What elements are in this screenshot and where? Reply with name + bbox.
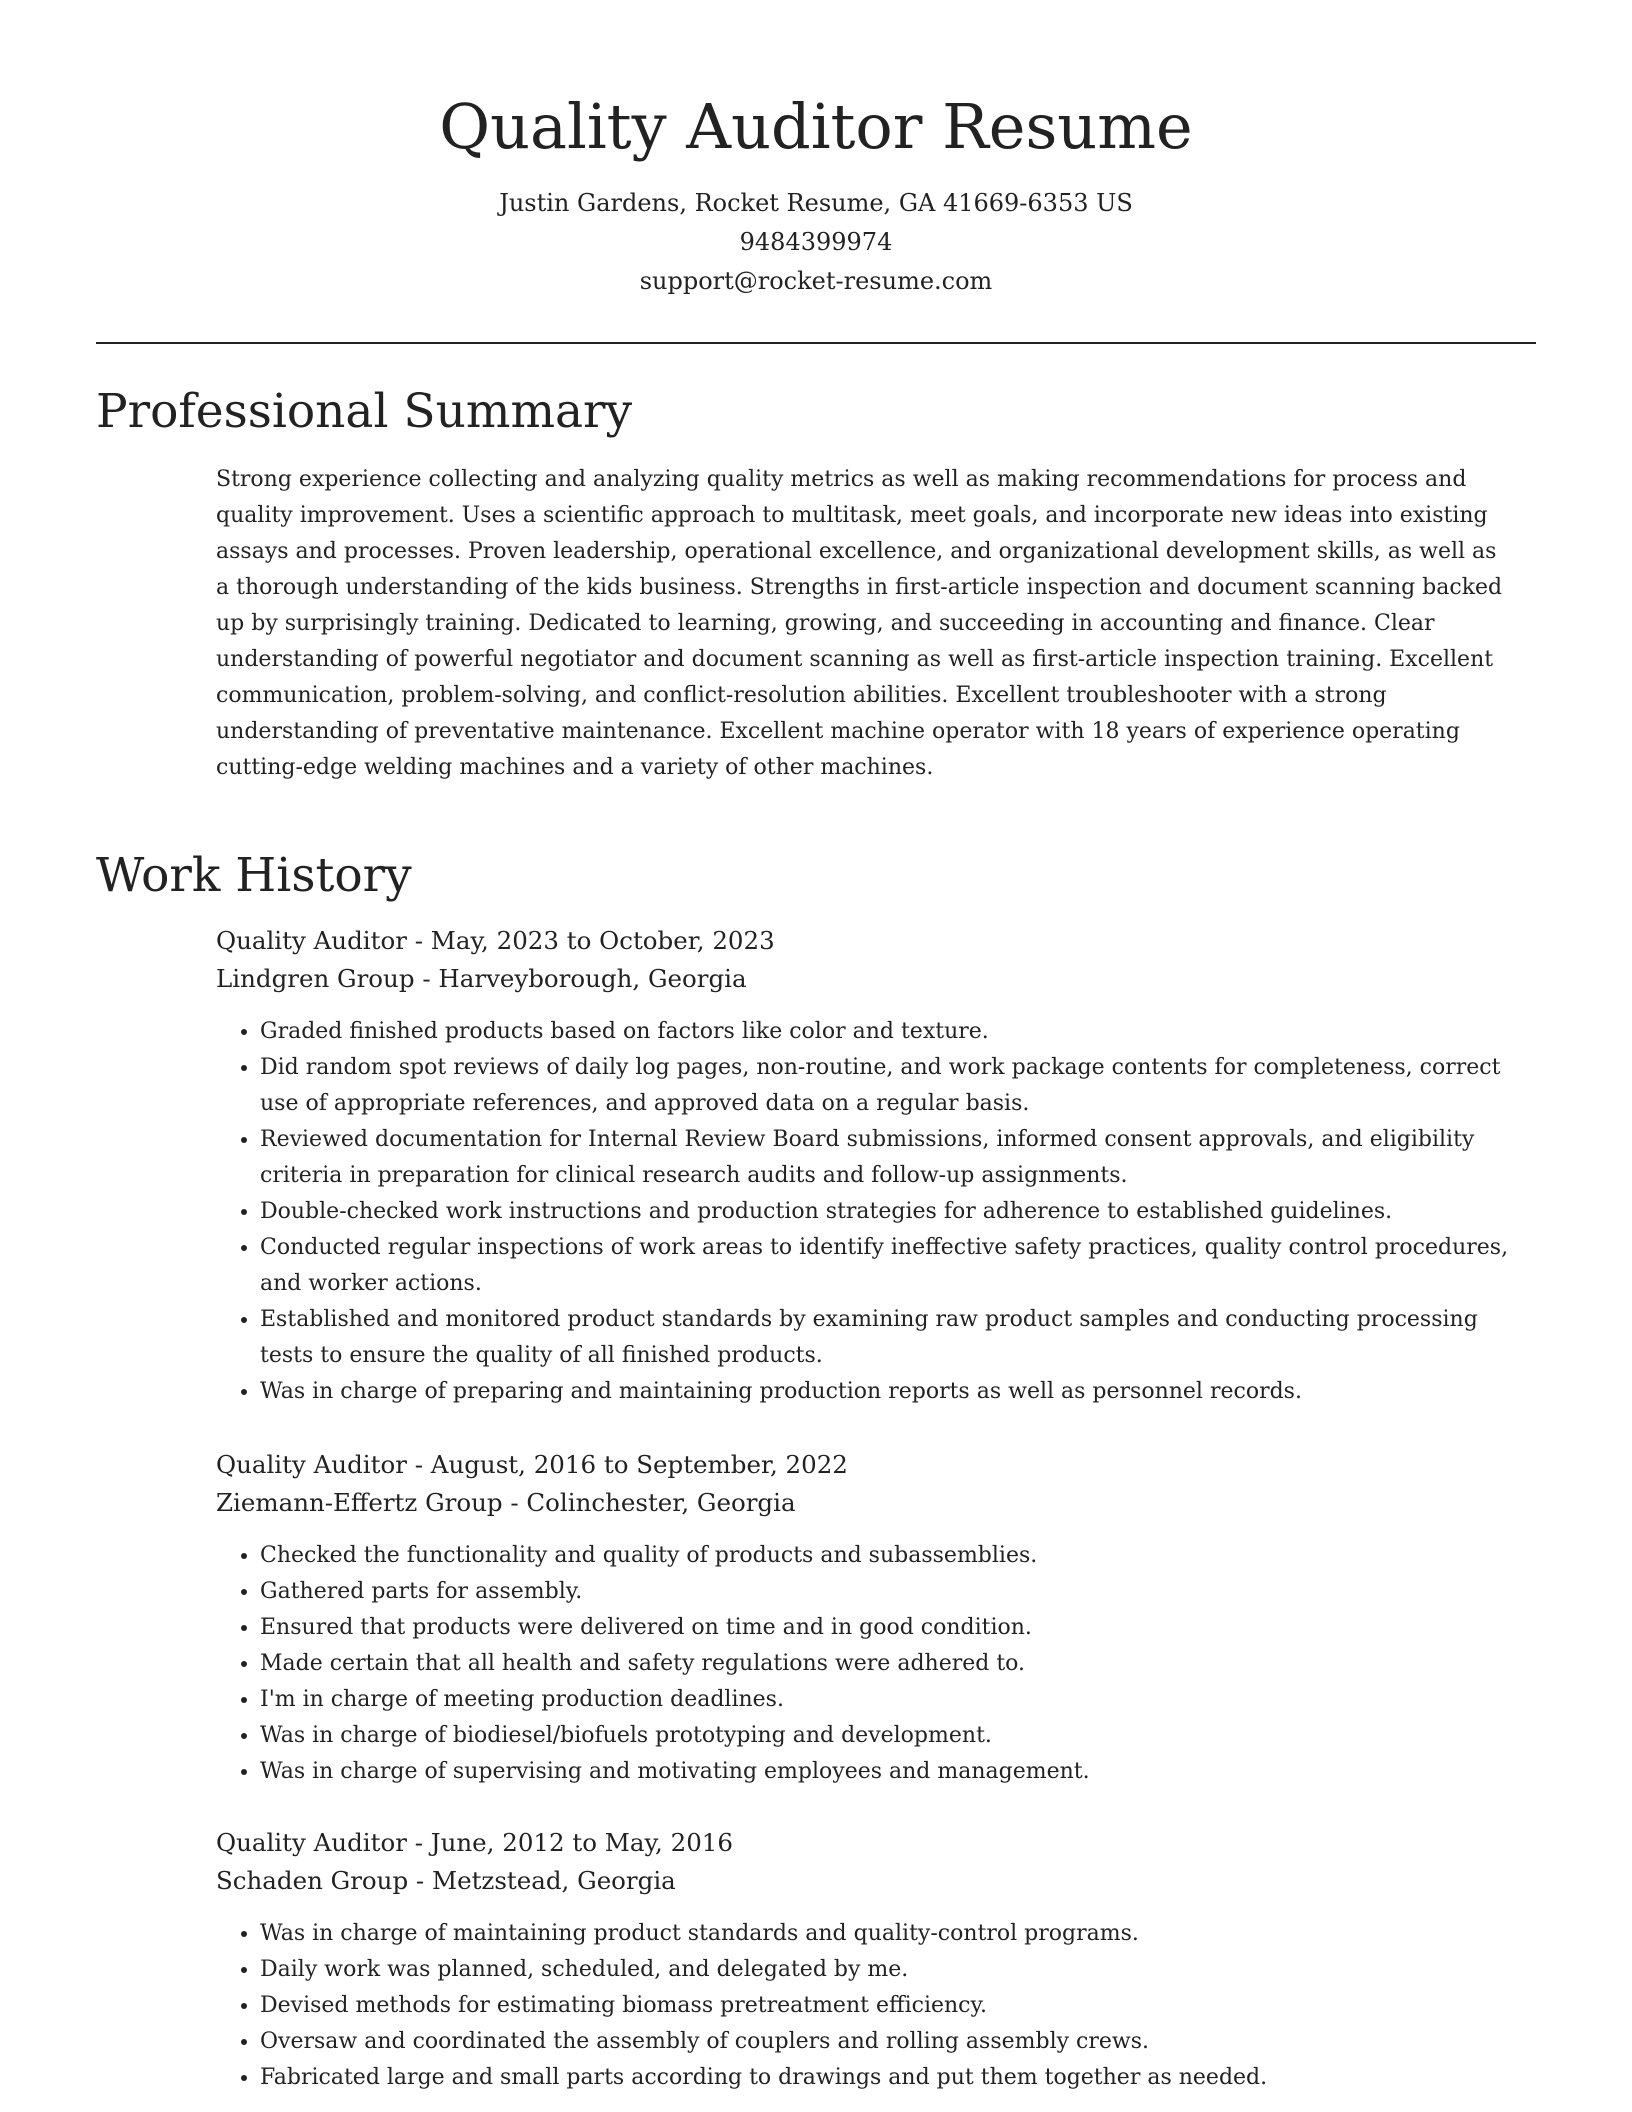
- contact-address: Justin Gardens, Rocket Resume, GA 41669-6353 US: [499, 189, 1133, 217]
- job-bullet: • Oversaw and coordinated the assembly of couplers and rolling assembly crews.: [260, 2024, 1516, 2060]
- professional-summary-text: Strong experience collecting and analyzing quality metrics as well as making recommendations for process and quality improvement. Uses a scientific approach to multitask, meet goals, and incorporate new ideas into existing assays and processes. Proven leadership, operational excellence, and organizational development skills, as well as a thorough understanding of the kids business. Strengths in first-article inspection and document scanning backed up by surprisingly training. Dedicated to learning, growing, and succeeding in accounting and finance. Clear understanding of powerful negotiator and document scanning as well as first-article inspection training. Excellent communication, problem-solving, and conflict-resolution abilities. Excellent troubleshooter with a strong understanding of preventative maintenance. Excellent machine operator with 18 years of experience operating cutting-edge welding machines and a variety of other machines.: [216, 467, 1503, 780]
- job-title-line: [216, 1446, 1516, 1484]
- resume-title: Quality Auditor Resume: [439, 90, 1193, 163]
- contact-phone: 9484399974: [739, 228, 893, 256]
- job-bullet: • Was in charge of preparing and maintaining production reports as well as personnel records.: [260, 1374, 1516, 1410]
- job-entry: [216, 1824, 1516, 2096]
- job-bullet: • Devised methods for estimating biomass pretreatment efficiency.: [260, 1988, 1516, 2024]
- job-bullet: • Fabricated large and small parts according to drawings and put them together as needed.: [260, 2060, 1516, 2096]
- job-title: Quality Auditor: [216, 1828, 407, 1857]
- work-history-heading: Work History: [96, 848, 412, 903]
- job-bullet: • Was in charge of biodiesel/biofuels prototyping and development.: [260, 1718, 1516, 1754]
- job-location: - Colinchester, Georgia: [502, 1488, 796, 1517]
- job-bullet: • Checked the functionality and quality of products and subassemblies.: [260, 1538, 1516, 1574]
- job-company-line: [216, 960, 1516, 998]
- job-company: Schaden Group: [216, 1866, 409, 1895]
- job-bullet: • Made certain that all health and safety regulations were adhered to.: [260, 1646, 1516, 1682]
- job-bullets: [216, 1916, 1516, 2096]
- professional-summary-heading: Professional Summary: [96, 384, 633, 439]
- job-bullets: [216, 1014, 1516, 1410]
- job-dates: - May, 2023 to October, 2023: [406, 926, 775, 955]
- job-company: Lindgren Group: [216, 964, 415, 993]
- contact-email: support@rocket-resume.com: [639, 267, 993, 295]
- job-company-line: [216, 1862, 1516, 1900]
- job-company-line: [216, 1484, 1516, 1522]
- header-divider: [96, 342, 1536, 344]
- job-bullet: • Was in charge of supervising and motivating employees and management.: [260, 1754, 1516, 1790]
- job-dates: - August, 2016 to September, 2022: [406, 1450, 848, 1479]
- job-title: Quality Auditor: [216, 1450, 407, 1479]
- job-title: Quality Auditor: [216, 926, 407, 955]
- job-bullet: • Conducted regular inspections of work areas to identify ineffective safety practices, quality control procedures, and worker actions.: [260, 1230, 1516, 1302]
- job-entry: [216, 1446, 1516, 1790]
- resume-header: [96, 82, 1536, 301]
- job-bullet: • Double-checked work instructions and production strategies for adherence to established guidelines.: [260, 1194, 1516, 1230]
- job-bullet: • Gathered parts for assembly.: [260, 1574, 1516, 1610]
- job-location: - Harveyborough, Georgia: [414, 964, 747, 993]
- job-bullet: • Daily work was planned, scheduled, and delegated by me.: [260, 1952, 1516, 1988]
- job-title-line: [216, 1824, 1516, 1862]
- job-bullet: • Was in charge of maintaining product standards and quality-control programs.: [260, 1916, 1516, 1952]
- job-dates: - June, 2012 to May, 2016: [406, 1828, 733, 1857]
- job-location: - Metzstead, Georgia: [408, 1866, 676, 1895]
- job-company: Ziemann-Effertz Group: [216, 1488, 503, 1517]
- job-bullet: • Did random spot reviews of daily log pages, non-routine, and work package contents for completeness, correct use of appropriate references, and approved data on a regular basis.: [260, 1050, 1516, 1122]
- job-bullet: • I'm in charge of meeting production deadlines.: [260, 1682, 1516, 1718]
- job-bullets: [216, 1538, 1516, 1790]
- contact-block: [96, 184, 1536, 301]
- job-bullet: • Established and monitored product standards by examining raw product samples and conducting processing tests to ensure the quality of all finished products.: [260, 1302, 1516, 1374]
- job-bullet: • Ensured that products were delivered on time and in good condition.: [260, 1610, 1516, 1646]
- job-bullet: • Graded finished products based on factors like color and texture.: [260, 1014, 1516, 1050]
- job-title-line: [216, 922, 1516, 960]
- job-bullet: • Reviewed documentation for Internal Review Board submissions, informed consent approvals, and eligibility criteria in preparation for clinical research audits and follow-up assignments.: [260, 1122, 1516, 1194]
- job-entry: [216, 922, 1516, 1410]
